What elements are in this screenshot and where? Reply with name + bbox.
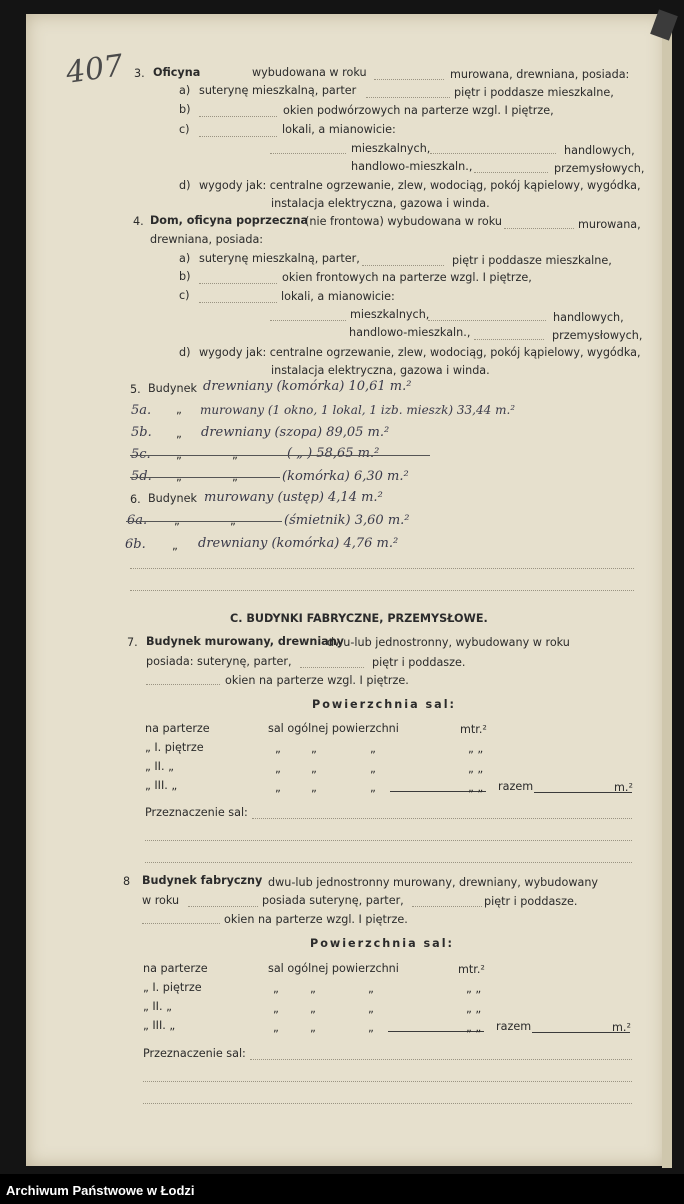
sec3-d-label: wygody jak: centralne ogrzewanie, zlew, wodociąg, pokój kąpielowy, wygódka, [199, 179, 641, 192]
sec4-c-label: lokali, a mianowicie: [281, 290, 395, 303]
sec7-title: Budynek murowany, drewniany [146, 635, 344, 648]
sec4-residential: mieszkalnych, [350, 308, 430, 321]
sec7-ditto: „ [370, 742, 376, 755]
sec4-title: Dom, oficyna poprzeczna [150, 214, 309, 227]
sec7-ditto-pair: „ „ [468, 781, 484, 794]
sec7-floors: piętr i poddasze. [372, 656, 466, 669]
sec3-a-letter: a) [179, 84, 191, 97]
sec3-materials: murowana, drewniana, posiada: [450, 68, 630, 81]
fill-line [130, 590, 634, 591]
sec3-residential: mieszkalnych, [351, 142, 431, 155]
fill-line [188, 906, 258, 907]
sec7-row3-label: „ II. „ [145, 760, 174, 773]
sec3-d-letter: d) [179, 179, 191, 192]
sec4-b-label: okien frontowych na parterze wzgl. I piętrze, [282, 271, 532, 284]
sec7-pow-heading: Powierzchnia sal: [312, 698, 457, 711]
fill-line [146, 684, 220, 685]
sec7-windows: okien na parterze wzgl. I piętrze. [225, 674, 409, 687]
hw-r6-text: murowany (ustęp) 4,14 m.² [204, 490, 383, 505]
hw-r6-num: 6. [130, 493, 141, 506]
hw-r6a-mark1: „ [174, 514, 180, 527]
fill-line [199, 283, 277, 284]
sec8-ditto: „ [368, 1002, 374, 1015]
sec4-a-letter: a) [179, 252, 191, 265]
fill-line [250, 1059, 632, 1060]
sec7-row4-label: „ III. „ [145, 779, 178, 792]
fill-line [474, 339, 544, 340]
sec7-ditto: „ [311, 762, 317, 775]
page-edge [662, 22, 672, 1168]
sec8-razem: razem [496, 1020, 532, 1033]
fill-line [270, 153, 346, 154]
hw-r5-text: drewniany (komórka) 10,61 m.² [203, 379, 412, 394]
fill-line [143, 1103, 632, 1104]
sec7-title-rest: dwu-lub jednostronny, wybudowany w roku [327, 636, 570, 649]
hw-r6b-text: drewniany (komórka) 4,76 m.² [198, 536, 399, 551]
sec8-row1-mid: sal ogólnej powierzchni [268, 962, 399, 975]
sec8-floors: piętr i poddasze. [484, 895, 578, 908]
hw-r6-label: Budynek [148, 492, 197, 505]
sec7-przeznaczenie: Przeznaczenie sal: [145, 806, 248, 819]
hw-r5c-text: ( „ ) 58,65 m.² [287, 446, 380, 461]
sec8-ditto: „ [368, 1021, 374, 1034]
sec8-razem-unit: m.² [612, 1021, 631, 1034]
sec4-d-label: wygody jak: centralne ogrzewanie, zlew, wodociąg, pokój kąpielowy, wygódka, [199, 346, 641, 359]
fill-line [270, 320, 346, 321]
sec8-w-roku: w roku [142, 894, 180, 907]
hw-r5a-num: 5a. [131, 403, 152, 418]
sec4-num: 4. [133, 215, 144, 228]
fill-line [145, 840, 632, 841]
fill-line [145, 862, 632, 863]
sec4-c-letter: c) [179, 289, 190, 302]
fill-line [142, 923, 220, 924]
strikethrough-line [130, 455, 430, 456]
sec3-a-label: suterynę mieszkalną, parter [199, 84, 357, 97]
sec8-title: Budynek fabryczny [142, 874, 263, 887]
sec7-ditto: „ [370, 781, 376, 794]
fill-line [504, 228, 574, 229]
fill-line [199, 116, 277, 117]
sec3-b-letter: b) [179, 103, 191, 116]
fill-line [428, 320, 546, 321]
sec4-d-label2: instalacja elektryczna, gazowa i winda. [271, 364, 490, 377]
archive-name: Archiwum Państwowe w Łodzi [6, 1183, 195, 1198]
sec8-posiada: posiada suterynę, parter, [262, 894, 404, 907]
sec8-row1-unit: mtr.² [458, 963, 485, 976]
sec7-ditto: „ [311, 781, 317, 794]
sec3-commercial: handlowych, [564, 144, 635, 157]
fill-line [199, 136, 277, 137]
strikethrough-line [126, 521, 282, 522]
hw-r5c-mark2: „ [232, 448, 238, 461]
strikethrough-line [130, 477, 280, 478]
sec8-ditto: „ [310, 982, 316, 995]
fill-line [199, 302, 277, 303]
sec7-row1-label: na parterze [145, 722, 210, 735]
sec7-ditto: „ [275, 762, 281, 775]
fill-line [430, 153, 556, 154]
page-number: 407 [63, 48, 126, 91]
sec3-mixed: handlowo-mieszkaln., [351, 160, 473, 173]
sec8-title-rest: dwu-lub jednostronny murowany, drewniany, wybudowany [268, 876, 599, 889]
sec7-ditto: „ [311, 742, 317, 755]
sec7-razem: razem [498, 780, 534, 793]
sec8-num: 8 [123, 875, 131, 888]
sec3-d-label2: instalacja elektryczna, gazowa i winda. [271, 197, 490, 210]
sec8-ditto: „ [310, 1021, 316, 1034]
fill-line [366, 97, 450, 98]
fill-line [374, 79, 444, 80]
sec7-row1-unit: mtr.² [460, 723, 487, 736]
sec8-ditto-pair: „ „ [466, 982, 482, 995]
hw-r5b-num: 5b. [131, 425, 152, 440]
sec7-razem-unit: m.² [614, 781, 633, 794]
sec3-c-letter: c) [179, 123, 190, 136]
sec8-ditto: „ [368, 982, 374, 995]
sec7-ditto: „ [275, 742, 281, 755]
hw-r6a-num: 6a. [127, 513, 148, 528]
sec3-title: Oficyna [153, 66, 201, 79]
sec7-ditto: „ [370, 762, 376, 775]
sec7-ditto-pair: „ „ [468, 762, 484, 775]
fill-line [300, 667, 364, 668]
archive-footer [0, 1174, 684, 1204]
sec4-mixed: handlowo-mieszkaln., [349, 326, 471, 339]
fill-line [130, 568, 634, 569]
hw-r5c-mark1: „ [176, 448, 182, 461]
sec8-row3-label: „ II. „ [143, 1000, 172, 1013]
hw-r6a-mark2: „ [230, 514, 236, 527]
sec8-windows: okien na parterze wzgl. I piętrze. [224, 913, 408, 926]
hw-r5d-num: 5d. [131, 469, 152, 484]
sec7-row2-label: „ I. piętrze [145, 741, 204, 754]
sec3-built-label: wybudowana w roku [252, 66, 367, 79]
hw-r6b-num: 6b. [125, 537, 146, 552]
sec8-ditto: „ [273, 1021, 279, 1034]
sec3-industrial: przemysłowych, [554, 162, 645, 175]
hw-r5-num: 5. [130, 383, 141, 396]
sec3-num: 3. [134, 67, 145, 80]
hw-r5c-num: 5c. [131, 447, 151, 462]
sec8-row1-label: na parterze [143, 962, 208, 975]
hw-r5a-mark: „ [176, 403, 182, 416]
sec4-b-letter: b) [179, 270, 191, 283]
sec4-title-rest: (nie frontowa) wybudowana w roku [305, 215, 502, 228]
hw-r5d-mark2: „ [232, 470, 238, 483]
sec3-c-label: lokali, a mianowicie: [282, 123, 396, 136]
hw-r6b-mark: „ [172, 539, 178, 552]
hw-r6a-text: (śmietnik) 3,60 m.² [284, 513, 410, 528]
sec4-d-letter: d) [179, 346, 191, 359]
sec8-przeznaczenie: Przeznaczenie sal: [143, 1047, 246, 1060]
fill-line [412, 906, 482, 907]
fill-line [362, 265, 444, 266]
hw-r5d-mark1: „ [176, 470, 182, 483]
hw-r5d-text: (komórka) 6,30 m.² [282, 469, 409, 484]
hw-r5-label: Budynek [148, 382, 197, 395]
hw-r5b-text: drewniany (szopa) 89,05 m.² [201, 425, 390, 440]
section-c-heading: C. BUDYNKI FABRYCZNE, PRZEMYSŁOWE. [230, 612, 488, 625]
sec4-materials-b: drewniana, posiada: [150, 233, 264, 246]
sec8-ditto-pair: „ „ [466, 1021, 482, 1034]
sec4-industrial: przemysłowych, [552, 329, 643, 342]
sec3-b-label: okien podwórzowych na parterze wzgl. I piętrze, [283, 104, 554, 117]
sec8-ditto: „ [273, 1002, 279, 1015]
sec8-row2-label: „ I. piętrze [143, 981, 202, 994]
sec8-row4-label: „ III. „ [143, 1019, 176, 1032]
hw-r5a-text: murowany (1 okno, 1 lokal, 1 izb. mieszk) 33,44 m.² [200, 403, 516, 417]
sec8-ditto: „ [310, 1002, 316, 1015]
fill-line [252, 818, 632, 819]
hw-r5b-mark: „ [176, 427, 182, 440]
sec3-a-floors: piętr i poddasze mieszkalne, [454, 86, 614, 99]
sec7-row1-mid: sal ogólnej powierzchni [268, 722, 399, 735]
sec8-pow-heading: Powierzchnia sal: [310, 937, 455, 950]
sec4-commercial: handlowych, [553, 311, 624, 324]
sec8-ditto: „ [273, 982, 279, 995]
sec7-posiada: posiada: suterynę, parter, [146, 655, 292, 668]
sec4-a-label: suterynę mieszkalną, parter, [199, 252, 360, 265]
sec8-ditto-pair: „ „ [466, 1002, 482, 1015]
sec4-a-floors: piętr i poddasze mieszkalne, [452, 254, 612, 267]
sec7-num: 7. [127, 636, 138, 649]
sec7-ditto-pair: „ „ [468, 742, 484, 755]
fill-line [474, 172, 548, 173]
sec7-ditto: „ [275, 781, 281, 794]
sec4-materials-a: murowana, [578, 218, 641, 231]
fill-line [143, 1081, 632, 1082]
